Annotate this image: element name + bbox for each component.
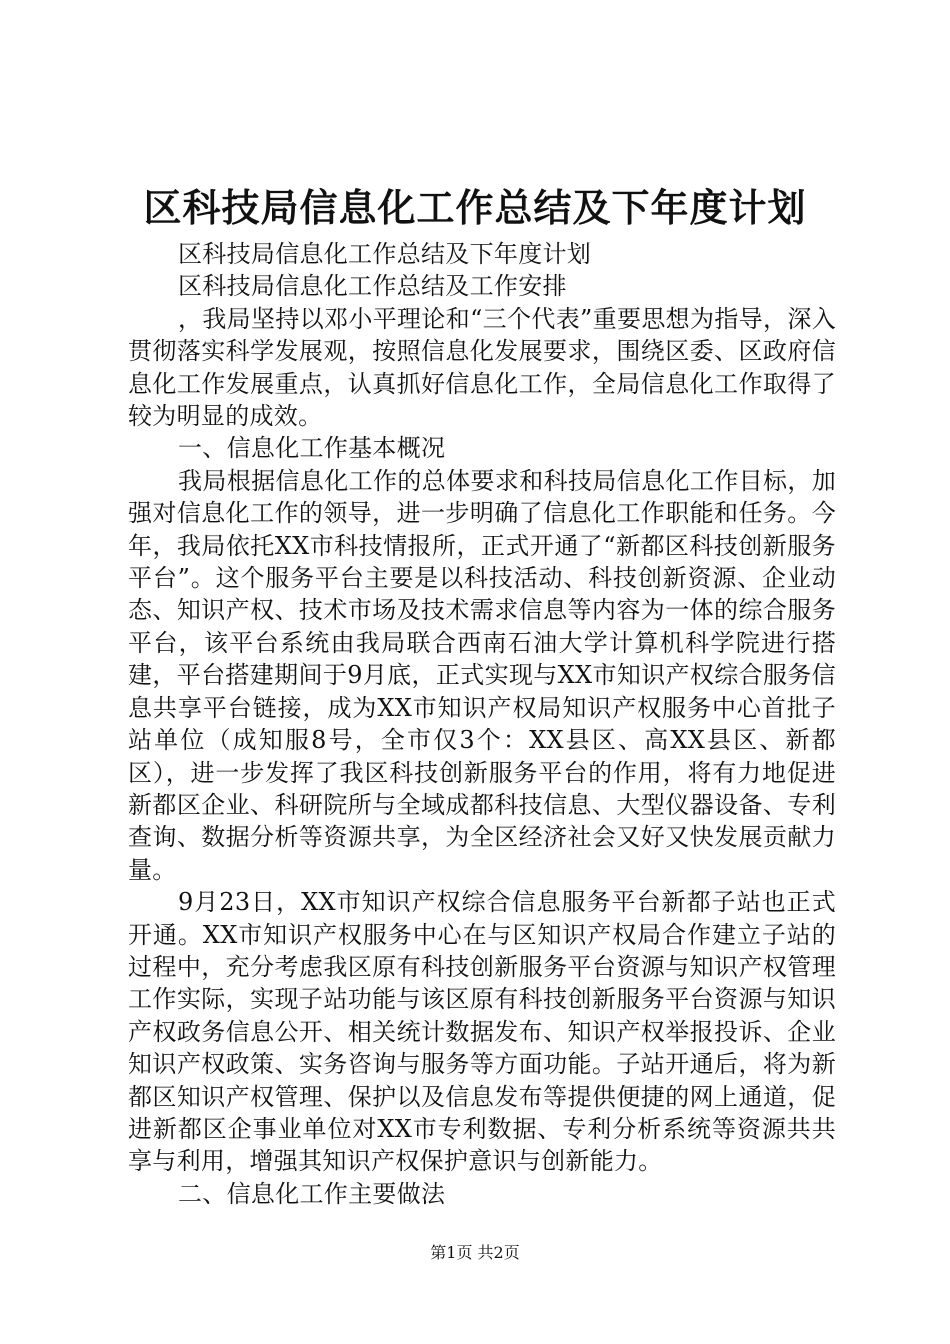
subtitle-line: 区科技局信息化工作总结及工作安排: [178, 272, 567, 301]
document-title: 区科技局信息化工作总结及下年度计划: [143, 185, 807, 230]
subtitle-line: 区科技局信息化工作总结及下年度计划: [178, 240, 592, 268]
section-heading: 二、信息化工作主要做法: [178, 1179, 446, 1208]
body-paragraph: ，我局坚持以邓小平理论和“三个代表”重要思想为指导，深入贯彻落实科学发展观，按照信息化发展要求，围绕区委、区政府信息化工作发展重点，认真抓好信息化工作，全局信息化工作取得了较为明显的成效。: [128, 304, 836, 431]
page-footer: 第1页 共2页: [430, 1243, 520, 1262]
body-paragraph: 9月23日，XX市知识产权综合信息服务平台新都子站也正式开通。XX市知识产权服务中心在与区知识产权局合作建立子站的过程中，充分考虑我区原有科技创新服务平台资源与知识产权管理工作实际，实现子站功能与该区原有科技创新服务平台资源与知识产权政务信息公开、相关统计数据发布、知识产权举报投诉、企业知识产权政策、实务咨询与服务等方面功能。子站开通后，将为新都区知识产权管理、保护以及信息发布等提供便捷的网上通道，促进新都区企事业单位对XX市专利数据、专利分析系统等资源共共享与利用，增强其知识产权保护意识与创新能力。: [128, 888, 836, 1176]
section-heading: 一、信息化工作基本概况: [178, 434, 446, 463]
body-paragraph: 我局根据信息化工作的总体要求和科技局信息化工作目标，加强对信息化工作的领导，进一步明确了信息化工作职能和任务。今年，我局依托XX市科技情报所，正式开通了“新都区科技创新服务平台”。这个服务平台主要是以科技活动、科技创新资源、企业动态、知识产权、技术市场及技术需求信息等内容为一体的综合服务平台，该平台系统由我局联合西南石油大学计算机科学院进行搭建，平台搭建期间于9月底，正式实现与XX市知识产权综合服务信息共享平台链接，成为XX市知识产权局知识产权服务中心首批子站单位（成知服8号，全市仅3个：XX县区、高XX县区、新都区），进一步发挥了我区科技创新服务平台的作用，将有力地促进新都区企业、科研院所与全域成都科技信息、大型仪器设备、专利查询、数据分析等资源共享，为全区经济社会又好又快发展贡献力量。: [128, 466, 836, 884]
document-body: [128, 238, 836, 1210]
